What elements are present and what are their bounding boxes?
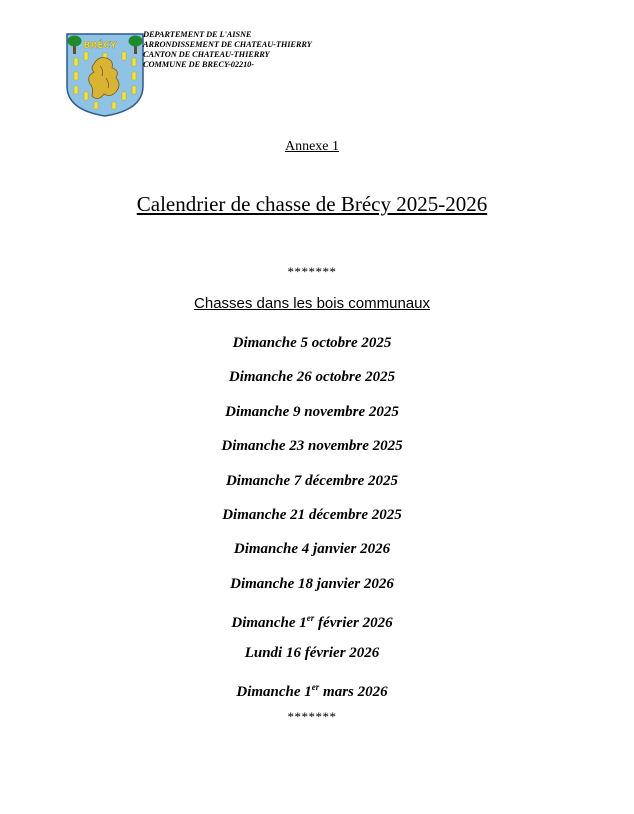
date-prefix: Dimanche 1 — [236, 683, 312, 700]
hunting-dates-list — [0, 334, 624, 712]
date-prefix: Dimanche 1 — [231, 615, 307, 632]
date-item: Dimanche 26 octobre 2025 — [228, 369, 396, 386]
date-item: Dimanche 23 novembre 2025 — [221, 438, 403, 455]
date-item: Dimanche 18 janvier 2026 — [230, 575, 394, 592]
date-item: Dimanche 9 novembre 2025 — [225, 403, 399, 420]
ordinal-suffix: er — [311, 681, 320, 692]
annexe-label: Annexe 1 — [284, 139, 340, 154]
date-item — [0, 678, 624, 712]
arrondissement-line: ARRONDISSEMENT DE CHATEAU-THIERRY — [143, 40, 312, 49]
date-item: Dimanche 4 janvier 2026 — [233, 541, 391, 558]
administrative-header — [143, 30, 363, 70]
department-line: DEPARTEMENT DE L'AISNE — [143, 30, 252, 39]
ordinal-suffix: er — [306, 613, 315, 624]
separator-bottom: ******* — [287, 709, 337, 724]
crest-name: BRÉCY — [83, 41, 117, 51]
date-item — [0, 609, 624, 643]
page-title: Calendrier de chasse de Brécy 2025-2026 — [136, 192, 488, 216]
section-title: Chasses dans les bois communaux — [194, 295, 430, 312]
date-item: Dimanche 7 décembre 2025 — [225, 472, 399, 489]
date-item: Dimanche 5 octobre 2025 — [232, 335, 392, 351]
date-item: Lundi 16 février 2026 — [244, 644, 380, 661]
canton-line: CANTON DE CHATEAU-THIERRY — [143, 50, 270, 59]
date-suffix: février 2026 — [314, 615, 393, 632]
date-suffix: mars 2026 — [319, 683, 388, 700]
date-item: Dimanche 21 décembre 2025 — [222, 506, 402, 523]
brecy-coat-of-arms — [64, 30, 146, 118]
commune-line: COMMUNE DE BRECY-02210- — [143, 60, 254, 69]
separator-top: ******* — [287, 264, 337, 279]
